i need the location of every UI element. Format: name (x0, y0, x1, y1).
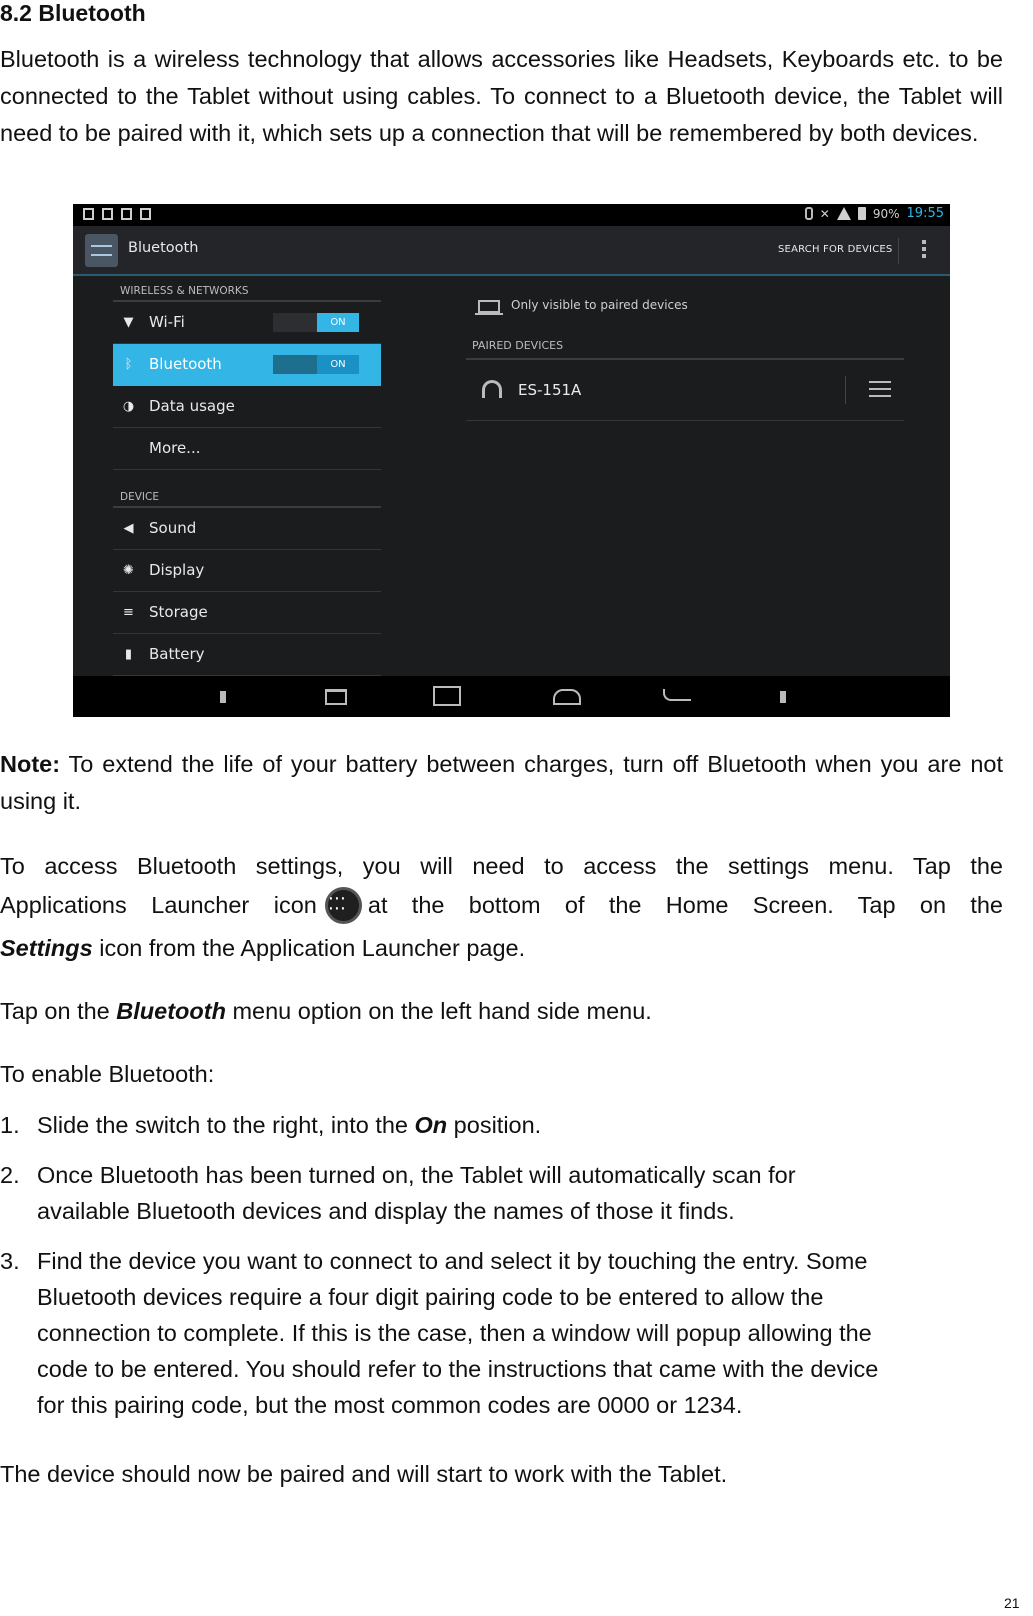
store-icon (140, 208, 151, 220)
tap-paragraph (0, 993, 1003, 1030)
list-item (0, 1243, 1003, 1423)
status-right (805, 206, 944, 221)
access-line-1: To access Bluetooth settings, you will need to access the settings menu. Tap the (0, 853, 1003, 879)
sidebar-item-bluetooth[interactable] (113, 344, 381, 386)
section-heading: 8.2 Bluetooth (0, 0, 146, 26)
action-divider (898, 238, 899, 264)
list-number: 3. (0, 1248, 20, 1274)
step-1-before: Slide the switch to the right, into the (37, 1112, 415, 1138)
paired-device-row[interactable] (466, 360, 904, 421)
tap-bold: Bluetooth (116, 998, 226, 1024)
sidebar-item-battery[interactable] (113, 634, 381, 676)
step-1-after: position. (447, 1112, 542, 1138)
action-bar (73, 226, 950, 276)
bluetooth-toggle[interactable] (273, 355, 359, 374)
steps-list (0, 1107, 1003, 1423)
volume-up-icon[interactable] (780, 691, 790, 703)
access-line-3 (0, 930, 1003, 967)
visibility-label: Only visible to paired devices (511, 298, 688, 312)
section-header-device: DEVICE (113, 482, 381, 508)
sidebar-item-display[interactable] (113, 550, 381, 592)
settings-app-icon[interactable] (85, 234, 118, 267)
data-usage-icon: ◑ (122, 399, 135, 414)
list-number: 2. (0, 1162, 20, 1188)
step-3-line: for this pairing code, but the most common codes are 0000 or 1234. (37, 1392, 743, 1418)
step-3-line: Find the device you want to connect to and select it by touching the entry. Some (37, 1248, 868, 1274)
bluetooth-icon: ᛒ (124, 357, 133, 372)
apps-launcher-icon (325, 887, 362, 924)
storage-icon: ≡ (123, 605, 134, 620)
wifi-status-icon (837, 207, 851, 220)
step-3-line: connection to complete. If this is the case, then a window will popup allowing the (37, 1320, 872, 1346)
sidebar-item-data-usage[interactable] (113, 386, 381, 428)
bluetooth-status-icon (805, 207, 813, 220)
visibility-row[interactable] (466, 276, 904, 334)
battery-status-icon (858, 207, 866, 220)
sidebar-item-label: Battery (149, 645, 205, 663)
sidebar-item-label: More... (149, 439, 201, 457)
home-icon[interactable] (553, 689, 581, 705)
list-item (0, 1107, 1003, 1143)
tap-before: Tap on the (0, 998, 117, 1024)
note-text: To extend the life of your battery between charges, turn off Bluetooth when you are not using it. (0, 751, 1003, 814)
mail-icon (121, 208, 132, 220)
device-settings-icon[interactable] (869, 381, 891, 399)
sidebar-item-label: Display (149, 561, 205, 579)
sidebar-item-label: Storage (149, 603, 208, 621)
status-clock: 19:55 (906, 206, 944, 221)
sidebar-item-label: Wi-Fi (149, 313, 185, 331)
step-3-line: code to be entered. You should refer to the instructions that came with the device (37, 1356, 879, 1382)
settings-word: Settings (0, 935, 93, 961)
tap-after: menu option on the left hand side menu. (225, 998, 652, 1024)
back-icon[interactable] (663, 689, 691, 701)
volume-down-icon[interactable] (220, 691, 230, 703)
list-number: 1. (0, 1112, 20, 1138)
sidebar-item-label: Sound (149, 519, 197, 537)
step-3-line: Bluetooth devices require a four digit pairing code to be entered to allow the (37, 1284, 824, 1310)
access-line-3-rest: icon from the Application Launcher page. (92, 935, 526, 961)
sidebar-item-label: Bluetooth (149, 355, 222, 373)
settings-sidebar (113, 276, 381, 676)
battery-percent: 90% (872, 206, 900, 221)
overflow-menu-icon[interactable] (922, 240, 926, 261)
page-number: 21 (1004, 1595, 1020, 1611)
list-item (0, 1157, 1003, 1229)
access-line-2 (0, 887, 1003, 924)
sound-icon: ◀ (123, 521, 134, 536)
headset-icon (482, 380, 502, 398)
laptop-icon (478, 300, 500, 313)
sidebar-item-more[interactable] (113, 428, 381, 470)
tablet-screenshot (73, 204, 950, 717)
wifi-icon: ▼ (123, 315, 134, 330)
action-bar-title: Bluetooth (128, 240, 199, 256)
paired-devices-header: PAIRED DEVICES (466, 334, 904, 360)
enable-intro: To enable Bluetooth: (0, 1061, 215, 1087)
sidebar-item-label: Data usage (149, 397, 235, 415)
no-sim-icon: ✕ (819, 206, 830, 221)
sidebar-item-storage[interactable] (113, 592, 381, 634)
step-2-line: available Bluetooth devices and display the names of those it finds. (37, 1198, 735, 1224)
row-divider (845, 376, 846, 404)
battery-icon: ▮ (124, 647, 133, 662)
access-line-2-before: Applications Launcher icon (0, 892, 317, 918)
system-nav-bar (73, 676, 950, 717)
intro-paragraph: Bluetooth is a wireless technology that allows accessories like Headsets, Keyboards etc. to be connected to the Tablet without using cables. To connect to a Bluetooth device, the Tablet will need to be paired with it, which sets up a connection that will be remembered by both devices. (0, 46, 1003, 146)
closing-paragraph: The device should now be paired and will start to work with the Tablet. (0, 1461, 728, 1487)
toggle-state: ON (317, 355, 359, 374)
note-label: Note: (0, 751, 61, 777)
recent-apps-icon[interactable] (325, 689, 347, 705)
section-header-wireless: WIRELESS & NETWORKS (113, 276, 381, 302)
toggle-state: ON (317, 313, 359, 332)
access-line-2-after: at the bottom of the Home Screen. Tap on the (367, 892, 1003, 918)
notification-icons (83, 208, 151, 220)
status-bar (73, 204, 950, 226)
wifi-toggle[interactable] (273, 313, 359, 332)
display-icon: ✺ (123, 563, 134, 578)
step-2-line: Once Bluetooth has been turned on, the Tablet will automatically scan for (37, 1162, 796, 1188)
search-for-devices-button[interactable]: SEARCH FOR DEVICES (778, 244, 893, 255)
bluetooth-detail-pane (466, 276, 904, 421)
step-1-bold: On (414, 1112, 448, 1138)
image-icon (102, 208, 113, 220)
sidebar-item-wifi[interactable] (113, 302, 381, 344)
paired-device-name: ES-151A (518, 381, 582, 399)
screenshot-icon[interactable] (433, 686, 461, 706)
usb-icon (83, 208, 94, 220)
sidebar-item-sound[interactable] (113, 508, 381, 550)
note-paragraph (0, 746, 1003, 820)
